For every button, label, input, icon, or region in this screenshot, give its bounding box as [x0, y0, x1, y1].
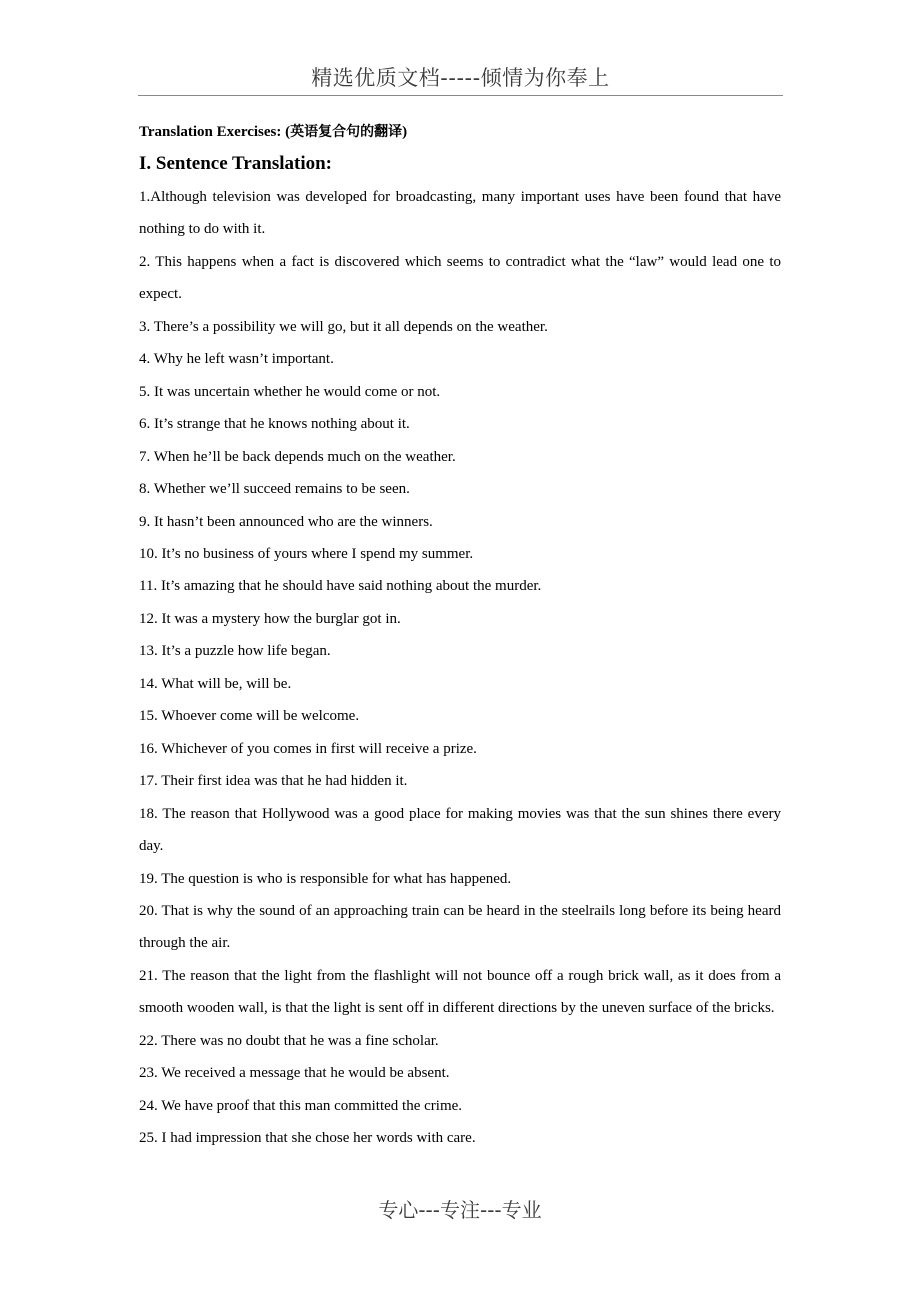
sentence-item: 11. It’s amazing that he should have said nothing about the murder. [139, 578, 542, 595]
sentence-list [139, 181, 781, 1155]
sentence-item: 16. Whichever of you comes in first will receive a prize. [139, 740, 477, 757]
sentence-item: 21. The reason that the light from the flashlight will not bounce off a rough brick wall, as it does from a smooth wooden wall, is that the light is sent off in different directions by the uneven surface of the bricks. [139, 967, 781, 1017]
sentence-item: 17. Their first idea was that he had hidden it. [139, 773, 408, 790]
document-title-en: Translation Exercises: ( [139, 124, 291, 140]
sentence-item: 10. It’s no business of yours where I spend my summer. [139, 545, 474, 562]
sentence-item: 9. It hasn’t been announced who are the winners. [139, 513, 433, 530]
sentence-item: 19. The question is who is responsible for what has happened. [139, 870, 512, 887]
sentence-item: 13. It’s a puzzle how life began. [139, 643, 331, 660]
sentence-item: 14. What will be, will be. [139, 675, 292, 692]
sentence-item: 24. We have proof that this man committed the crime. [139, 1097, 463, 1114]
sentence-item: 7. When he’ll be back depends much on the weather. [139, 448, 456, 465]
sentence-item: 12. It was a mystery how the burglar got in. [139, 610, 401, 627]
sentence-item: 5. It was uncertain whether he would come or not. [139, 383, 441, 400]
sentence-item: 25. I had impression that she chose her words with care. [139, 1130, 476, 1147]
sentence-item: 23. We received a message that he would be absent. [139, 1065, 450, 1082]
sentence-item: 18. The reason that Hollywood was a good place for making movies was that the sun shines there every day. [139, 805, 781, 855]
sentence-item: 8. Whether we’ll succeed remains to be seen. [139, 481, 410, 498]
sentence-item: 1.Although television was developed for broadcasting, many important uses have been found that have nothing to do with it. [139, 189, 781, 238]
sentence-item: 20. That is why the sound of an approaching train can be heard in the steelrails long before its being heard through the air. [139, 902, 781, 952]
sentence-item: 2. This happens when a fact is discovered which seems to contradict what the “law” would lead one to expect. [139, 253, 781, 303]
sentence-item: 6. It’s strange that he knows nothing about it. [139, 416, 410, 433]
page-header: 精选优质文档-----倾情为你奉上 [138, 62, 783, 96]
sentence-item: 4. Why he left wasn’t important. [139, 351, 334, 368]
sentence-item: 22. There was no doubt that he was a fine scholar. [139, 1032, 439, 1049]
page-footer: 专心---专注---专业 [378, 1198, 542, 1222]
document-title-close: ) [402, 124, 408, 140]
document-title [139, 121, 407, 143]
sentence-item: 15. Whoever come will be welcome. [139, 708, 360, 725]
section-heading: I. Sentence Translation: [139, 153, 332, 174]
sentence-item: 3. There’s a possibility we will go, but it all depends on the weather. [139, 318, 548, 335]
document-title-cn: 英语复合句的翻译 [290, 124, 403, 140]
